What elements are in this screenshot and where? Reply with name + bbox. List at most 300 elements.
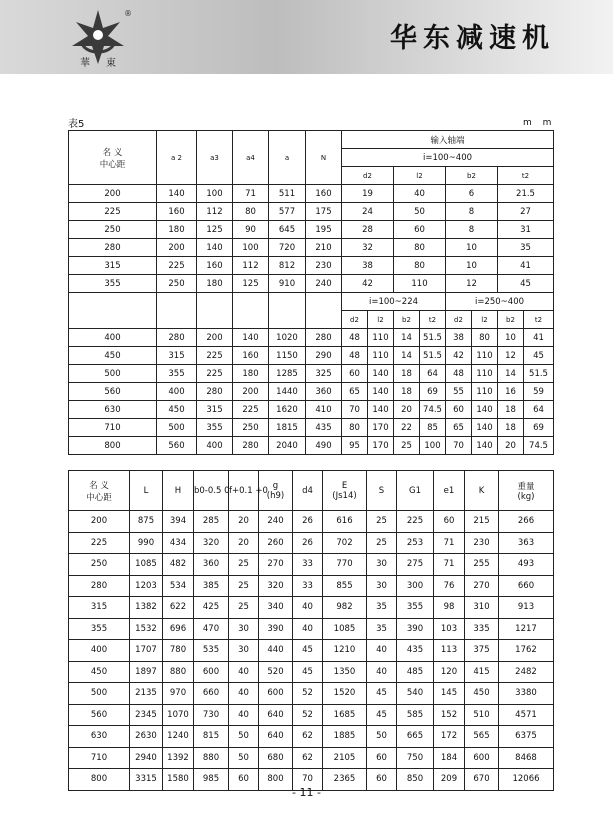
table-cell: 225 bbox=[397, 511, 434, 533]
table-cell: 45 bbox=[367, 683, 397, 705]
sub-header: b2 bbox=[446, 167, 498, 185]
table-cell: 535 bbox=[194, 640, 229, 662]
table-cell: 51.5 bbox=[420, 347, 446, 365]
table-cell: 10 bbox=[446, 257, 498, 275]
table-cell: 110 bbox=[394, 275, 446, 293]
table-cell: 1685 bbox=[323, 704, 367, 726]
table-cell: 98 bbox=[434, 597, 465, 619]
table-cell: 1762 bbox=[499, 640, 554, 662]
sub-header: b2 bbox=[394, 311, 420, 329]
table-cell: 450 bbox=[465, 683, 499, 705]
table-cell: 52 bbox=[293, 683, 323, 705]
table-cell: 1620 bbox=[269, 401, 306, 419]
col-header: d4 bbox=[293, 471, 323, 511]
table-cell: 470 bbox=[194, 618, 229, 640]
sub-header: l2 bbox=[472, 311, 498, 329]
table-cell: 482 bbox=[163, 554, 194, 576]
table-cell: 19 bbox=[342, 185, 394, 203]
table-cell: 21.5 bbox=[498, 185, 554, 203]
table-cell: 110 bbox=[472, 383, 498, 401]
table-cell: 645 bbox=[269, 221, 306, 239]
table-cell: 913 bbox=[499, 597, 554, 619]
table-cell: 230 bbox=[306, 257, 342, 275]
table-cell: 113 bbox=[434, 640, 465, 662]
col-header: g (h9) bbox=[259, 471, 293, 511]
table-cell: 45 bbox=[367, 704, 397, 726]
table-cell: 710 bbox=[69, 747, 130, 769]
table-cell: 1020 bbox=[269, 329, 306, 347]
table-cell: 12 bbox=[446, 275, 498, 293]
table-row bbox=[69, 221, 554, 239]
table-cell: 215 bbox=[465, 511, 499, 533]
unit-label: m m bbox=[523, 118, 556, 128]
empty-cell bbox=[197, 293, 233, 329]
table-cell: 400 bbox=[69, 329, 157, 347]
dimension-table-1 bbox=[68, 130, 554, 455]
table-cell: 25 bbox=[367, 532, 397, 554]
table-cell: 2630 bbox=[130, 726, 163, 748]
table-row bbox=[69, 257, 554, 275]
table-cell: 2365 bbox=[323, 769, 367, 791]
empty-cell bbox=[306, 293, 342, 329]
table-cell: 30 bbox=[229, 640, 259, 662]
table-cell: 40 bbox=[394, 185, 446, 203]
table-cell: 31 bbox=[498, 221, 554, 239]
table-cell: 730 bbox=[194, 704, 229, 726]
table-cell: 27 bbox=[498, 203, 554, 221]
table-row bbox=[69, 203, 554, 221]
table-cell: 140 bbox=[472, 401, 498, 419]
table-cell: 95 bbox=[342, 437, 368, 455]
table-cell: 2105 bbox=[323, 747, 367, 769]
table-cell: 355 bbox=[397, 597, 434, 619]
table-cell: 100 bbox=[197, 185, 233, 203]
table-row bbox=[69, 275, 554, 293]
table-cell: 1897 bbox=[130, 661, 163, 683]
table-cell: 60 bbox=[367, 769, 397, 791]
table-row bbox=[69, 661, 554, 683]
table-cell: 910 bbox=[269, 275, 306, 293]
table-cell: 280 bbox=[157, 329, 197, 347]
table-cell: 26 bbox=[293, 532, 323, 554]
table-cell: 103 bbox=[434, 618, 465, 640]
table-cell: 230 bbox=[465, 532, 499, 554]
table-cell: 120 bbox=[434, 661, 465, 683]
table-cell: 985 bbox=[194, 769, 229, 791]
table-cell: 18 bbox=[498, 419, 524, 437]
table-row bbox=[69, 683, 554, 705]
col-header: b0-0.5 0 bbox=[194, 471, 229, 511]
table-cell: 630 bbox=[69, 401, 157, 419]
table-cell: 250 bbox=[233, 419, 269, 437]
table-cell: 24 bbox=[342, 203, 394, 221]
table-cell: 660 bbox=[194, 683, 229, 705]
table-cell: 64 bbox=[420, 365, 446, 383]
table-cell: 14 bbox=[498, 365, 524, 383]
table-cell: 355 bbox=[69, 275, 157, 293]
table-cell: 30 bbox=[367, 554, 397, 576]
table-cell: 394 bbox=[163, 511, 194, 533]
table-cell: 2345 bbox=[130, 704, 163, 726]
table-cell: 225 bbox=[69, 203, 157, 221]
table-cell: 660 bbox=[499, 575, 554, 597]
table-cell: 112 bbox=[233, 257, 269, 275]
table-cell: 80 bbox=[394, 239, 446, 257]
table-cell: 355 bbox=[69, 618, 130, 640]
col-header: E (Js14) bbox=[323, 471, 367, 511]
table-cell: 25 bbox=[229, 554, 259, 576]
table-cell: 20 bbox=[394, 401, 420, 419]
table-cell: 815 bbox=[194, 726, 229, 748]
table-cell: 59 bbox=[524, 383, 554, 401]
table-cell: 696 bbox=[163, 618, 194, 640]
col-header: K bbox=[465, 471, 499, 511]
table-cell: 40 bbox=[229, 683, 259, 705]
table-cell: 260 bbox=[259, 532, 293, 554]
table-cell: 71 bbox=[434, 554, 465, 576]
table-cell: 42 bbox=[342, 275, 394, 293]
table-cell: 880 bbox=[194, 747, 229, 769]
table-cell: 140 bbox=[197, 239, 233, 257]
table-cell: 38 bbox=[342, 257, 394, 275]
table-cell: 270 bbox=[259, 554, 293, 576]
table-cell: 1520 bbox=[323, 683, 367, 705]
table-cell: 1707 bbox=[130, 640, 163, 662]
table-cell: 1085 bbox=[323, 618, 367, 640]
table-cell: 62 bbox=[293, 747, 323, 769]
table-cell: 10 bbox=[446, 239, 498, 257]
table-cell: 3380 bbox=[499, 683, 554, 705]
page-title: 华东减速机 bbox=[390, 23, 555, 54]
table-cell: 280 bbox=[233, 437, 269, 455]
table-cell: 450 bbox=[157, 401, 197, 419]
table-cell: 160 bbox=[306, 185, 342, 203]
table-cell: 28 bbox=[342, 221, 394, 239]
table-cell: 500 bbox=[157, 419, 197, 437]
col-header: a 2 bbox=[157, 131, 197, 185]
table-cell: 18 bbox=[394, 383, 420, 401]
table-cell: 540 bbox=[397, 683, 434, 705]
table-cell: 41 bbox=[524, 329, 554, 347]
table-cell: 280 bbox=[69, 575, 130, 597]
table-cell: 500 bbox=[69, 365, 157, 383]
table-cell: 680 bbox=[259, 747, 293, 769]
table-cell: 640 bbox=[259, 726, 293, 748]
table-cell: 780 bbox=[163, 640, 194, 662]
table-row bbox=[69, 347, 554, 365]
table-cell: 970 bbox=[163, 683, 194, 705]
col-header: f+0.1 +0 bbox=[229, 471, 259, 511]
sub-header: l2 bbox=[368, 311, 394, 329]
table-row bbox=[69, 401, 554, 419]
table-cell: 1210 bbox=[323, 640, 367, 662]
table-row bbox=[69, 239, 554, 257]
table-cell: 1350 bbox=[323, 661, 367, 683]
table-cell: 1285 bbox=[269, 365, 306, 383]
sub-header: t2 bbox=[498, 167, 554, 185]
table-cell: 140 bbox=[368, 383, 394, 401]
table-cell: 240 bbox=[259, 511, 293, 533]
table-cell: 209 bbox=[434, 769, 465, 791]
table-cell: 180 bbox=[157, 221, 197, 239]
table-cell: 355 bbox=[157, 365, 197, 383]
table-cell: 280 bbox=[197, 383, 233, 401]
col-header: a3 bbox=[197, 131, 233, 185]
table-cell: 110 bbox=[368, 347, 394, 365]
table-cell: 180 bbox=[233, 365, 269, 383]
sub-header: l2 bbox=[394, 167, 446, 185]
table-cell: 1240 bbox=[163, 726, 194, 748]
table-cell: 200 bbox=[69, 185, 157, 203]
table-cell: 50 bbox=[367, 726, 397, 748]
table-cell: 48 bbox=[446, 365, 472, 383]
table-cell: 875 bbox=[130, 511, 163, 533]
table-cell: 565 bbox=[465, 726, 499, 748]
table-cell: 52 bbox=[293, 704, 323, 726]
sub-header: d2 bbox=[342, 167, 394, 185]
table-cell: 80 bbox=[472, 329, 498, 347]
table-cell: 200 bbox=[69, 511, 130, 533]
table-cell: 25 bbox=[394, 437, 420, 455]
table-cell: 315 bbox=[197, 401, 233, 419]
table-cell: 140 bbox=[233, 329, 269, 347]
table-cell: 990 bbox=[130, 532, 163, 554]
table-cell: 812 bbox=[269, 257, 306, 275]
table-cell: 8 bbox=[446, 221, 498, 239]
table-cell: 1085 bbox=[130, 554, 163, 576]
table-cell: 26 bbox=[293, 511, 323, 533]
table-cell: 434 bbox=[163, 532, 194, 554]
empty-cell bbox=[233, 293, 269, 329]
table-cell: 1580 bbox=[163, 769, 194, 791]
table-cell: 4571 bbox=[499, 704, 554, 726]
table-cell: 33 bbox=[293, 575, 323, 597]
table-cell: 170 bbox=[368, 419, 394, 437]
table-cell: 360 bbox=[306, 383, 342, 401]
table-cell: 500 bbox=[69, 683, 130, 705]
table-cell: 40 bbox=[367, 661, 397, 683]
table-cell: 982 bbox=[323, 597, 367, 619]
table-cell: 225 bbox=[197, 365, 233, 383]
table-cell: 140 bbox=[368, 401, 394, 419]
table-cell: 266 bbox=[499, 511, 554, 533]
table-cell: 200 bbox=[233, 383, 269, 401]
table-cell: 340 bbox=[259, 597, 293, 619]
table-cell: 280 bbox=[69, 239, 157, 257]
table-row bbox=[69, 597, 554, 619]
table-cell: 175 bbox=[306, 203, 342, 221]
table-cell: 140 bbox=[472, 419, 498, 437]
registered-mark: ® bbox=[124, 9, 132, 18]
table-cell: 71 bbox=[233, 185, 269, 203]
table-cell: 250 bbox=[69, 554, 130, 576]
table-cell: 45 bbox=[524, 347, 554, 365]
logo-char-2: 東 bbox=[106, 58, 116, 69]
table-cell: 60 bbox=[434, 511, 465, 533]
table-cell: 65 bbox=[446, 419, 472, 437]
table-cell: 145 bbox=[434, 683, 465, 705]
table-cell: 70 bbox=[293, 769, 323, 791]
col-header: S bbox=[367, 471, 397, 511]
table-cell: 12066 bbox=[499, 769, 554, 791]
table-cell: 2482 bbox=[499, 661, 554, 683]
table-cell: 20 bbox=[229, 532, 259, 554]
table-cell: 16 bbox=[498, 383, 524, 401]
table-row bbox=[69, 532, 554, 554]
table-cell: 184 bbox=[434, 747, 465, 769]
sub-header: t2 bbox=[524, 311, 554, 329]
col-header: a4 bbox=[233, 131, 269, 185]
table-cell: 490 bbox=[306, 437, 342, 455]
table-cell: 18 bbox=[498, 401, 524, 419]
table-cell: 50 bbox=[394, 203, 446, 221]
table-cell: 800 bbox=[69, 437, 157, 455]
col-header: H bbox=[163, 471, 194, 511]
table-cell: 375 bbox=[465, 640, 499, 662]
table-cell: 630 bbox=[69, 726, 130, 748]
table-cell: 800 bbox=[259, 769, 293, 791]
table-row bbox=[69, 704, 554, 726]
table-cell: 390 bbox=[259, 618, 293, 640]
table-cell: 25 bbox=[229, 597, 259, 619]
logo-char-1: 華 bbox=[80, 58, 90, 69]
table-cell: 750 bbox=[397, 747, 434, 769]
table-row bbox=[69, 365, 554, 383]
table-cell: 14 bbox=[394, 329, 420, 347]
ratio-header: i=250~400 bbox=[446, 293, 554, 311]
table-cell: 511 bbox=[269, 185, 306, 203]
table-cell: 410 bbox=[306, 401, 342, 419]
table-cell: 1885 bbox=[323, 726, 367, 748]
table-cell: 50 bbox=[229, 747, 259, 769]
table-cell: 560 bbox=[69, 704, 130, 726]
table-cell: 1392 bbox=[163, 747, 194, 769]
table-cell: 702 bbox=[323, 532, 367, 554]
table-cell: 1203 bbox=[130, 575, 163, 597]
table-cell: 622 bbox=[163, 597, 194, 619]
table-row bbox=[69, 185, 554, 203]
table-cell: 710 bbox=[69, 419, 157, 437]
table-cell: 363 bbox=[499, 532, 554, 554]
table-cell: 400 bbox=[69, 640, 130, 662]
empty-cell bbox=[157, 293, 197, 329]
table-cell: 435 bbox=[397, 640, 434, 662]
table-cell: 400 bbox=[197, 437, 233, 455]
table-cell: 880 bbox=[163, 661, 194, 683]
table-cell: 172 bbox=[434, 726, 465, 748]
table-cell: 325 bbox=[306, 365, 342, 383]
table-cell: 64 bbox=[524, 401, 554, 419]
table-cell: 385 bbox=[194, 575, 229, 597]
table-cell: 35 bbox=[498, 239, 554, 257]
table-row bbox=[69, 640, 554, 662]
table-cell: 90 bbox=[233, 221, 269, 239]
table-cell: 250 bbox=[69, 221, 157, 239]
sub-header: b2 bbox=[498, 311, 524, 329]
table-cell: 60 bbox=[446, 401, 472, 419]
table-cell: 275 bbox=[397, 554, 434, 576]
page-header bbox=[0, 0, 613, 74]
table-cell: 152 bbox=[434, 704, 465, 726]
table-cell: 8 bbox=[446, 203, 498, 221]
input-shaft-header: 输入轴端 bbox=[342, 131, 554, 149]
table-cell: 100 bbox=[233, 239, 269, 257]
table-cell: 255 bbox=[465, 554, 499, 576]
table-cell: 110 bbox=[368, 329, 394, 347]
table-row bbox=[69, 726, 554, 748]
table-cell: 195 bbox=[306, 221, 342, 239]
table-cell: 2940 bbox=[130, 747, 163, 769]
table-row bbox=[69, 747, 554, 769]
table-cell: 110 bbox=[472, 347, 498, 365]
table-cell: 335 bbox=[465, 618, 499, 640]
table-cell: 38 bbox=[446, 329, 472, 347]
table-cell: 450 bbox=[69, 661, 130, 683]
table-cell: 510 bbox=[465, 704, 499, 726]
table-cell: 30 bbox=[367, 575, 397, 597]
table-cell: 250 bbox=[157, 275, 197, 293]
table-cell: 425 bbox=[194, 597, 229, 619]
table-cell: 33 bbox=[293, 554, 323, 576]
table-cell: 1217 bbox=[499, 618, 554, 640]
col-header: e1 bbox=[434, 471, 465, 511]
table-cell: 125 bbox=[197, 221, 233, 239]
ratio-header: i=100~224 bbox=[342, 293, 446, 311]
table-cell: 240 bbox=[306, 275, 342, 293]
sub-header: d2 bbox=[342, 311, 368, 329]
table-cell: 69 bbox=[420, 383, 446, 401]
table-cell: 40 bbox=[229, 661, 259, 683]
table-cell: 45 bbox=[293, 661, 323, 683]
table-cell: 435 bbox=[306, 419, 342, 437]
col-header: L bbox=[130, 471, 163, 511]
table-row bbox=[69, 554, 554, 576]
table-cell: 85 bbox=[420, 419, 446, 437]
col-header-center-distance: 名 义 中心距 bbox=[69, 131, 157, 185]
table-cell: 600 bbox=[465, 747, 499, 769]
table-cell: 74.5 bbox=[420, 401, 446, 419]
table-cell: 315 bbox=[157, 347, 197, 365]
table-cell: 6375 bbox=[499, 726, 554, 748]
table-cell: 112 bbox=[197, 203, 233, 221]
table-cell: 210 bbox=[306, 239, 342, 257]
table-cell: 1070 bbox=[163, 704, 194, 726]
table-cell: 25 bbox=[229, 575, 259, 597]
table-cell: 1440 bbox=[269, 383, 306, 401]
table-cell: 560 bbox=[157, 437, 197, 455]
table-cell: 45 bbox=[498, 275, 554, 293]
table-cell: 140 bbox=[157, 185, 197, 203]
table-cell: 485 bbox=[397, 661, 434, 683]
table-cell: 42 bbox=[446, 347, 472, 365]
table-cell: 70 bbox=[342, 401, 368, 419]
table-cell: 70 bbox=[446, 437, 472, 455]
col-header: N bbox=[306, 131, 342, 185]
table-cell: 300 bbox=[397, 575, 434, 597]
table-cell: 400 bbox=[157, 383, 197, 401]
table-cell: 616 bbox=[323, 511, 367, 533]
table-header-row bbox=[69, 131, 554, 149]
empty-cell bbox=[269, 293, 306, 329]
table-cell: 855 bbox=[323, 575, 367, 597]
table-cell: 125 bbox=[233, 275, 269, 293]
table-cell: 770 bbox=[323, 554, 367, 576]
table-cell: 51.5 bbox=[524, 365, 554, 383]
empty-cell bbox=[69, 293, 157, 329]
table-cell: 640 bbox=[259, 704, 293, 726]
table-cell: 20 bbox=[229, 511, 259, 533]
table-cell: 2135 bbox=[130, 683, 163, 705]
